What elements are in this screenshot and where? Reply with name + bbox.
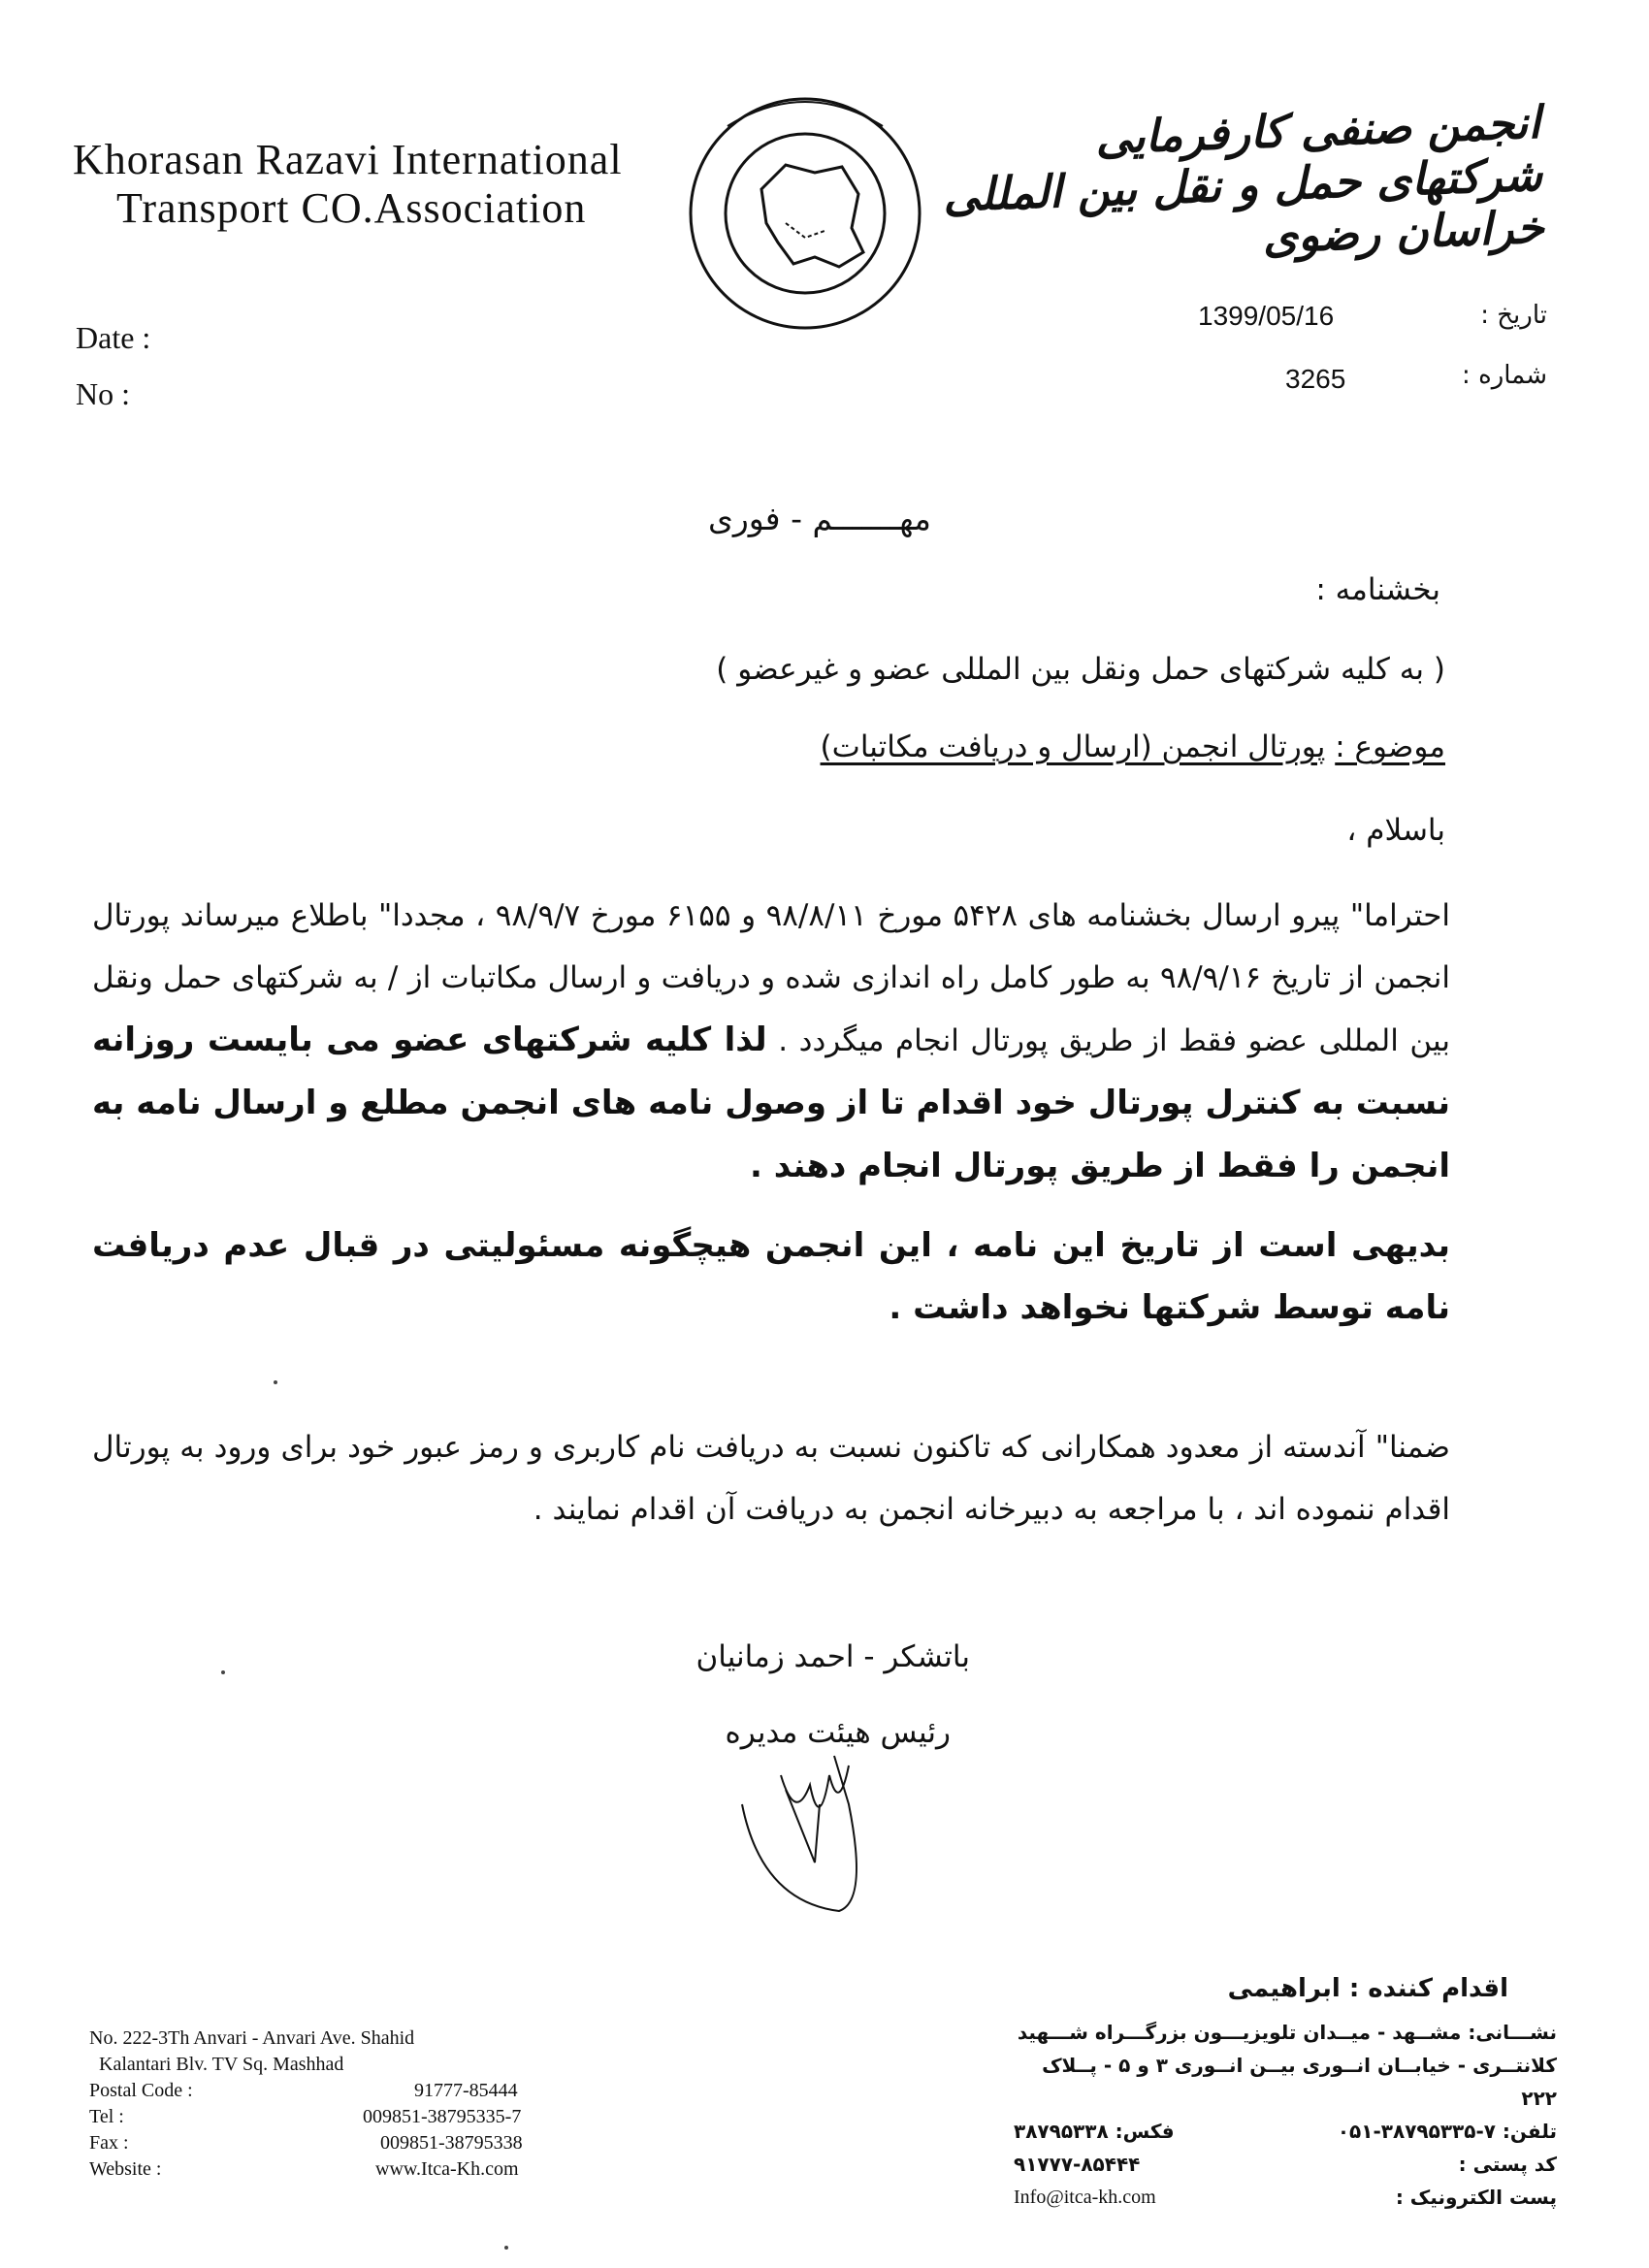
stray-mark-3: [504, 2246, 508, 2250]
association-seal: [669, 58, 941, 349]
stray-mark-2: [221, 1670, 225, 1674]
footer-fa-postal-value: ۹۱۷۷۷-۸۵۴۴۴: [1014, 2153, 1141, 2176]
paragraph-1-bold: لذا کلیه شرکتهای عضو می بایست روزانه نسبت به کنترل پورتال خود اقدام تا از وصول نامه های انجمن مطلع و ارسال نامه به انجمن را فقط از طریق پورتال انجام دهند .: [92, 1021, 1450, 1185]
footer-address-line1: No. 222-3Th Anvari - Anvari Ave. Shahid: [89, 2027, 415, 2049]
footer-fax-value: 009851-38795338: [380, 2132, 523, 2154]
number-label-fa: شماره :: [1462, 361, 1547, 390]
paragraph-1-text: احتراما" پیرو ارسال بخشنامه های ۵۴۲۸ مورخ ۹۸/۸/۱۱ و ۶۱۵۵ مورخ ۹۸/۹/۷ ، مجددا" باطلاع میرساند پورتال انجمن از تاریخ ۹۸/۹/۱۶ به طور کامل راه اندازی شده و دریافت و ارسال مکاتبات از / به شرکتهای حمل ونقل بین المللی عضو فقط از طریق پورتال انجام میگردد .: [92, 898, 1450, 1058]
closing-line: باتشکر - احمد زمانیان: [695, 1639, 970, 1674]
footer-fa-phone-row: [1014, 2115, 1557, 2148]
footer-address-line2: Kalantari Blv. TV Sq. Mashhad: [99, 2054, 344, 2075]
footer-fa-postal-label: کد پستی :: [1458, 2153, 1557, 2176]
paragraph-2: بدیهی است از تاریخ این نامه ، این انجمن هیچگونه مسئولیتی در قبال عدم دریافت نامه توسط شرکتها نخواهد داشت .: [92, 1226, 1450, 1327]
footer-fa-email-label: پست الکترونیک :: [1395, 2186, 1557, 2209]
stray-mark: [274, 1380, 277, 1384]
signer-title: رئیس هیئت مدیره: [725, 1715, 951, 1750]
footer-fa-address-line1: نشـــانی: مشــهد - میــدان تلویزیـــون بزرگـــراه شـــهید: [1017, 2021, 1557, 2044]
priority-label: مهـــــــم - فوری: [707, 500, 931, 537]
footer-postal-label: Postal Code :: [89, 2080, 193, 2101]
number-value: 3265: [1285, 364, 1346, 394]
greeting: باسلام ،: [1346, 813, 1445, 848]
footer-fa-email-link[interactable]: Info@itca-kh.com: [1014, 2187, 1156, 2208]
footer-website-label: Website :: [89, 2158, 162, 2180]
date-label-fa: تاریخ :: [1480, 301, 1547, 330]
footer-postal-row: [89, 2078, 555, 2104]
paragraph-1: [92, 885, 1450, 1198]
footer-fa-address-line2: کلانتــری - خیابــان انــوری بیــن انــوری ۳ و ۵ - پــلاک ۲۲۲: [1042, 2054, 1557, 2110]
action-by: اقدام کننده : ابراهیمی: [1227, 1974, 1508, 2003]
date-value: 1399/05/16: [1198, 301, 1335, 331]
circular-label: بخشنامه :: [1315, 572, 1440, 607]
footer-english: [89, 2025, 555, 2183]
footer-website-link[interactable]: www.Itca-Kh.com: [375, 2158, 519, 2180]
paragraph-3: ضمنا" آندسته از معدود همکارانی که تاکنون نسبت به دریافت نام کاربری و رمز عبور خود برای ورود به پورتال اقدام ننموده اند ، با مراجعه به دبیرخانه انجمن به دریافت آن اقدام نمایند .: [92, 1430, 1450, 1527]
footer-persian: [1014, 2016, 1557, 2214]
signature-scribble-icon: [723, 1746, 917, 1921]
number-label-en: No :: [76, 376, 130, 411]
footer-website-row: [89, 2156, 555, 2183]
signature: [723, 1746, 917, 1921]
footer-fax-label: Fax :: [89, 2132, 129, 2154]
subject-line: [821, 729, 1445, 764]
recipient-line: ( به کلیه شرکتهای حمل ونقل بین المللی عضو و غیرعضو ): [716, 652, 1445, 687]
english-org-name-line2: Transport CO.Association: [116, 184, 587, 232]
footer-fa-postal-row: [1014, 2148, 1557, 2181]
footer-postal-value: 91777-85444: [414, 2080, 518, 2101]
footer-tel-row: [89, 2104, 555, 2130]
footer-tel-label: Tel :: [89, 2106, 124, 2127]
footer-fax-row: [89, 2130, 555, 2156]
subject-text: پورتال انجمن (ارسال و دریافت مکاتبات): [820, 729, 1326, 764]
footer-fa-email-row: [1014, 2181, 1557, 2214]
footer-tel-value: 009851-38795335-7: [363, 2106, 522, 2127]
english-org-name: [73, 136, 674, 233]
footer-fa-tel: تلفن: ۷-۳۸۷۹۵۳۳۵-۰۵۱: [1337, 2120, 1557, 2143]
english-org-name-line1: Khorasan Razavi International: [73, 136, 623, 183]
seal-emblem-icon: [669, 58, 941, 349]
footer-fa-fax: فکس: ۳۸۷۹۵۳۳۸: [1014, 2120, 1175, 2143]
persian-org-name: انجمن صنفی کارفرمایی شرکتهای حمل و نقل بین المللی خراسان رضوی: [942, 95, 1545, 263]
date-label-en: Date :: [76, 320, 151, 355]
subject-label: موضوع :: [1335, 729, 1445, 764]
